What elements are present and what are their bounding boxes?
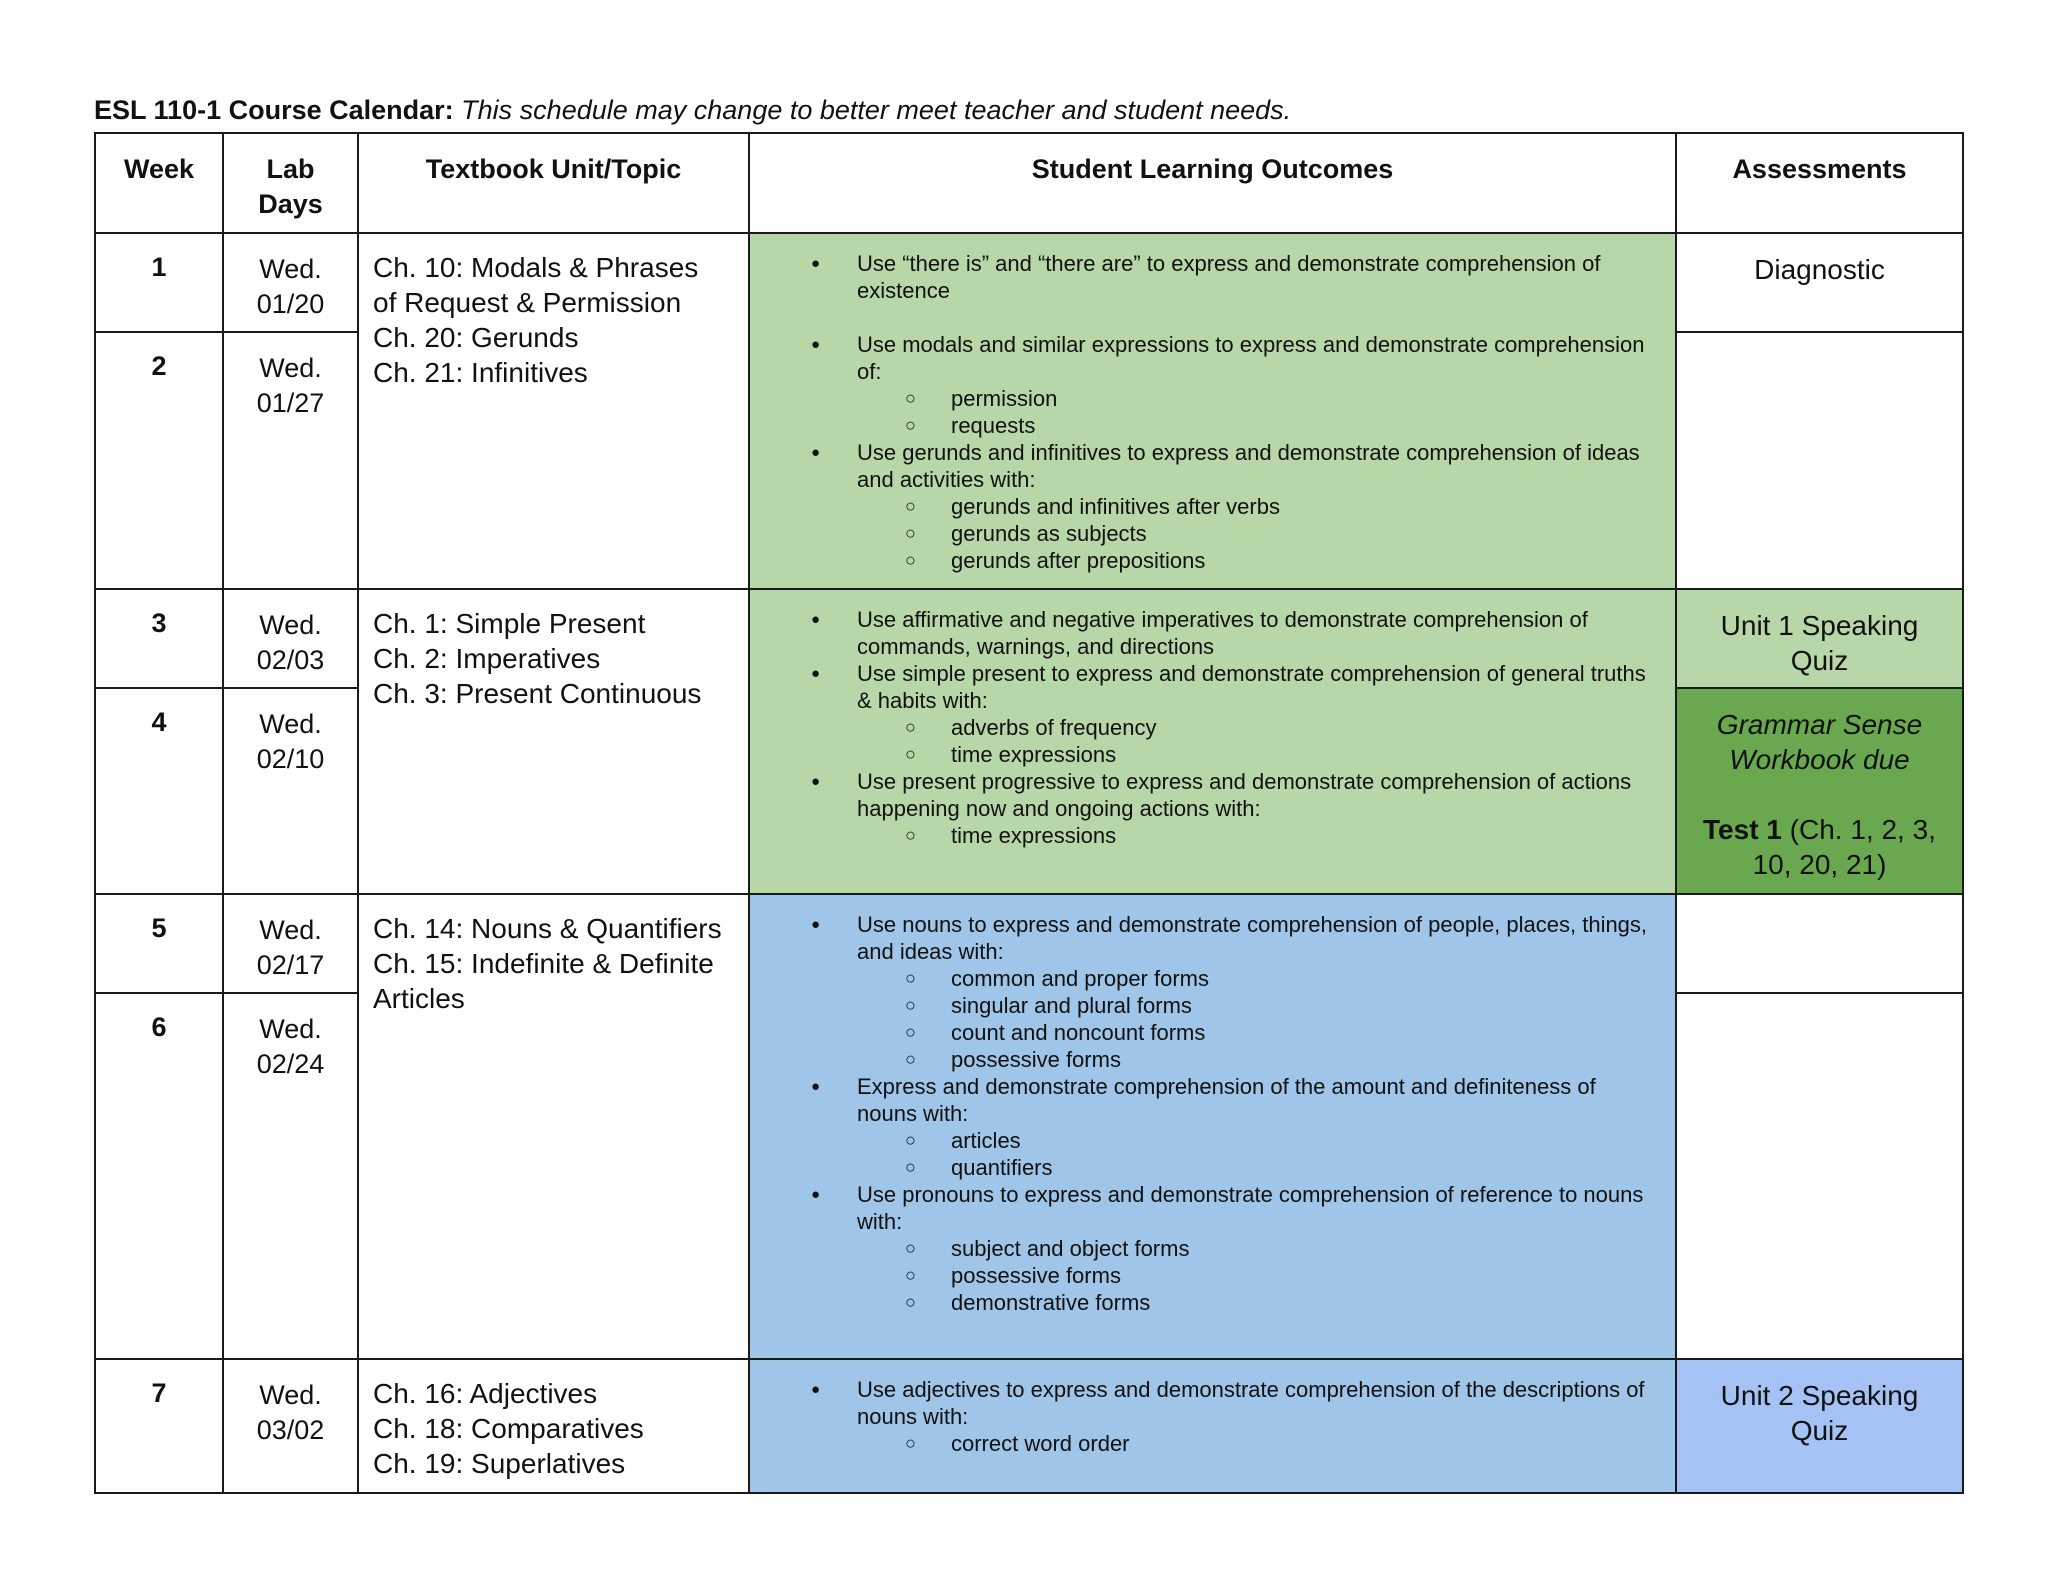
lab-day-name: Wed. — [259, 1014, 322, 1044]
outcome-item: ● Use affirmative and negative imperatives to demonstrate comprehension of commands, warnings, and directions — [857, 606, 1655, 660]
outcome-item: ● Use “there is” and “there are” to express and demonstrate comprehension of existence — [857, 250, 1655, 304]
lab-day — [223, 894, 358, 993]
topic-cell — [358, 589, 749, 894]
header-lab-line2: Days — [258, 189, 323, 219]
lab-day-date: 02/17 — [256, 950, 325, 980]
topic-line: Ch. 18: Comparatives — [373, 1413, 644, 1444]
lab-day-name: Wed. — [259, 353, 322, 383]
lab-day-name: Wed. — [259, 610, 322, 640]
outcome-text: Use modals and similar expressions to express and demonstrate comprehension of: — [857, 332, 1645, 384]
table-row — [95, 894, 1963, 993]
topic-line: Ch. 19: Superlatives — [373, 1448, 626, 1479]
topic-cell — [358, 233, 749, 589]
test-chapters: (Ch. 1, 2, 3, — [1781, 814, 1936, 845]
table-row — [95, 233, 1963, 332]
lab-day-date: 01/27 — [256, 388, 325, 418]
header-row — [95, 133, 1963, 233]
assessment-line: Workbook due — [1729, 744, 1910, 775]
outcome-subitem: ○ time expressions — [951, 822, 1655, 849]
outcomes-cell — [749, 233, 1676, 589]
assessment-line: Quiz — [1790, 645, 1849, 676]
outcome-subitem: ○ permission — [951, 385, 1655, 412]
outcome-text: Use nouns to express and demonstrate comprehension of people, places, things, and ideas with: — [857, 912, 1648, 964]
outcome-item — [857, 911, 1655, 1073]
assessment-line: Grammar Sense — [1716, 709, 1923, 740]
outcome-subitem: ○ quantifiers — [951, 1154, 1655, 1181]
outcome-item — [857, 1181, 1655, 1316]
assessment-cell — [1676, 894, 1963, 993]
topic-line: Ch. 21: Infinitives — [373, 357, 588, 388]
lab-day-date: 03/02 — [256, 1415, 325, 1445]
page-title — [94, 95, 1291, 126]
topic-cell — [358, 1359, 749, 1493]
outcome-subitem: ○ possessive forms — [951, 1262, 1655, 1289]
lab-day — [223, 589, 358, 688]
topic-line: Ch. 1: Simple Present — [373, 608, 646, 639]
outcome-text: Use simple present to express and demonstrate comprehension of general truths & habits with: — [857, 661, 1646, 713]
outcome-subitem: ○ demonstrative forms — [951, 1289, 1655, 1316]
outcome-subitem: ○ gerunds as subjects — [951, 520, 1655, 547]
outcome-item — [857, 331, 1655, 439]
outcomes-cell — [749, 589, 1676, 894]
lab-day — [223, 233, 358, 332]
assessment-test — [1687, 812, 1952, 847]
outcome-text: Use gerunds and infinitives to express and demonstrate comprehension of ideas and activities with: — [857, 440, 1640, 492]
outcome-subitem: ○ adverbs of frequency — [951, 714, 1655, 741]
topic-line: Ch. 2: Imperatives — [373, 643, 601, 674]
header-lab-line1: Lab — [266, 154, 315, 184]
outcomes-cell — [749, 1359, 1676, 1493]
outcome-subitem: ○ subject and object forms — [951, 1235, 1655, 1262]
header-outcomes: Student Learning Outcomes — [749, 133, 1676, 233]
outcome-text: Use pronouns to express and demonstrate comprehension of reference to nouns with: — [857, 1182, 1644, 1234]
header-topic: Textbook Unit/Topic — [358, 133, 749, 233]
title-course: ESL 110-1 Course Calendar: — [94, 95, 454, 125]
topic-cell — [358, 894, 749, 1359]
lab-day — [223, 688, 358, 894]
assessment-cell — [1676, 1359, 1963, 1493]
week-number: 7 — [95, 1359, 223, 1493]
header-assessments: Assessments — [1676, 133, 1963, 233]
outcome-item — [857, 1073, 1655, 1181]
lab-day — [223, 1359, 358, 1493]
topic-line: Ch. 20: Gerunds — [373, 322, 579, 353]
outcome-item — [857, 768, 1655, 849]
lab-day-date: 01/20 — [256, 289, 325, 319]
title-note: This schedule may change to better meet teacher and student needs. — [461, 95, 1292, 125]
outcome-subitem: ○ gerunds and infinitives after verbs — [951, 493, 1655, 520]
outcome-item — [857, 1376, 1655, 1457]
lab-day — [223, 993, 358, 1359]
lab-day-name: Wed. — [259, 709, 322, 739]
week-number: 5 — [95, 894, 223, 993]
outcome-item — [857, 439, 1655, 574]
outcome-item — [857, 660, 1655, 768]
table-row — [95, 589, 1963, 688]
course-calendar-table — [94, 132, 1964, 1494]
topic-line: Ch. 14: Nouns & Quantifiers — [373, 913, 722, 944]
lab-day — [223, 332, 358, 589]
table-row — [95, 1359, 1963, 1493]
outcomes-cell — [749, 894, 1676, 1359]
week-number: 2 — [95, 332, 223, 589]
outcome-text: Express and demonstrate comprehension of the amount and definiteness of nouns with: — [857, 1074, 1596, 1126]
header-week: Week — [95, 133, 223, 233]
week-number: 1 — [95, 233, 223, 332]
outcome-text: Use adjectives to express and demonstrate comprehension of the descriptions of nouns with: — [857, 1377, 1645, 1429]
assessment-cell — [1676, 993, 1963, 1359]
test-label: Test 1 — [1703, 814, 1782, 845]
topic-line: Ch. 15: Indefinite & Definite — [373, 948, 714, 979]
lab-day-date: 02/24 — [256, 1049, 325, 1079]
outcome-subitem: ○ gerunds after prepositions — [951, 547, 1655, 574]
assessment-line: 10, 20, 21) — [1752, 849, 1887, 880]
lab-day-name: Wed. — [259, 1380, 322, 1410]
week-number: 6 — [95, 993, 223, 1359]
assessment-cell — [1676, 589, 1963, 688]
assessment-cell: Diagnostic — [1676, 233, 1963, 332]
assessment-line: Unit 2 Speaking — [1720, 1380, 1919, 1411]
assessment-line: Unit 1 Speaking — [1720, 610, 1919, 641]
outcome-text: Use present progressive to express and demonstrate comprehension of actions happening now and ongoing actions with: — [857, 769, 1632, 821]
topic-line: Ch. 3: Present Continuous — [373, 678, 702, 709]
week-number: 3 — [95, 589, 223, 688]
outcome-subitem: ○ possessive forms — [951, 1046, 1655, 1073]
lab-day-date: 02/10 — [256, 744, 325, 774]
assessment-cell — [1676, 688, 1963, 894]
outcome-subitem: ○ singular and plural forms — [951, 992, 1655, 1019]
week-number: 4 — [95, 688, 223, 894]
outcome-subitem: ○ count and noncount forms — [951, 1019, 1655, 1046]
lab-day-date: 02/03 — [256, 645, 325, 675]
outcome-subitem: ○ correct word order — [951, 1430, 1655, 1457]
topic-line: Ch. 16: Adjectives — [373, 1378, 598, 1409]
lab-day-name: Wed. — [259, 915, 322, 945]
outcome-subitem: ○ articles — [951, 1127, 1655, 1154]
outcome-subitem: ○ common and proper forms — [951, 965, 1655, 992]
outcome-subitem: ○ requests — [951, 412, 1655, 439]
lab-day-name: Wed. — [259, 254, 322, 284]
assessment-line: Quiz — [1790, 1415, 1849, 1446]
outcome-subitem: ○ time expressions — [951, 741, 1655, 768]
topic-line: of Request & Permission — [373, 287, 682, 318]
assessment-cell — [1676, 332, 1963, 589]
topic-line: Ch. 10: Modals & Phrases — [373, 252, 699, 283]
header-lab-days — [223, 133, 358, 233]
topic-line: Articles — [373, 983, 465, 1014]
